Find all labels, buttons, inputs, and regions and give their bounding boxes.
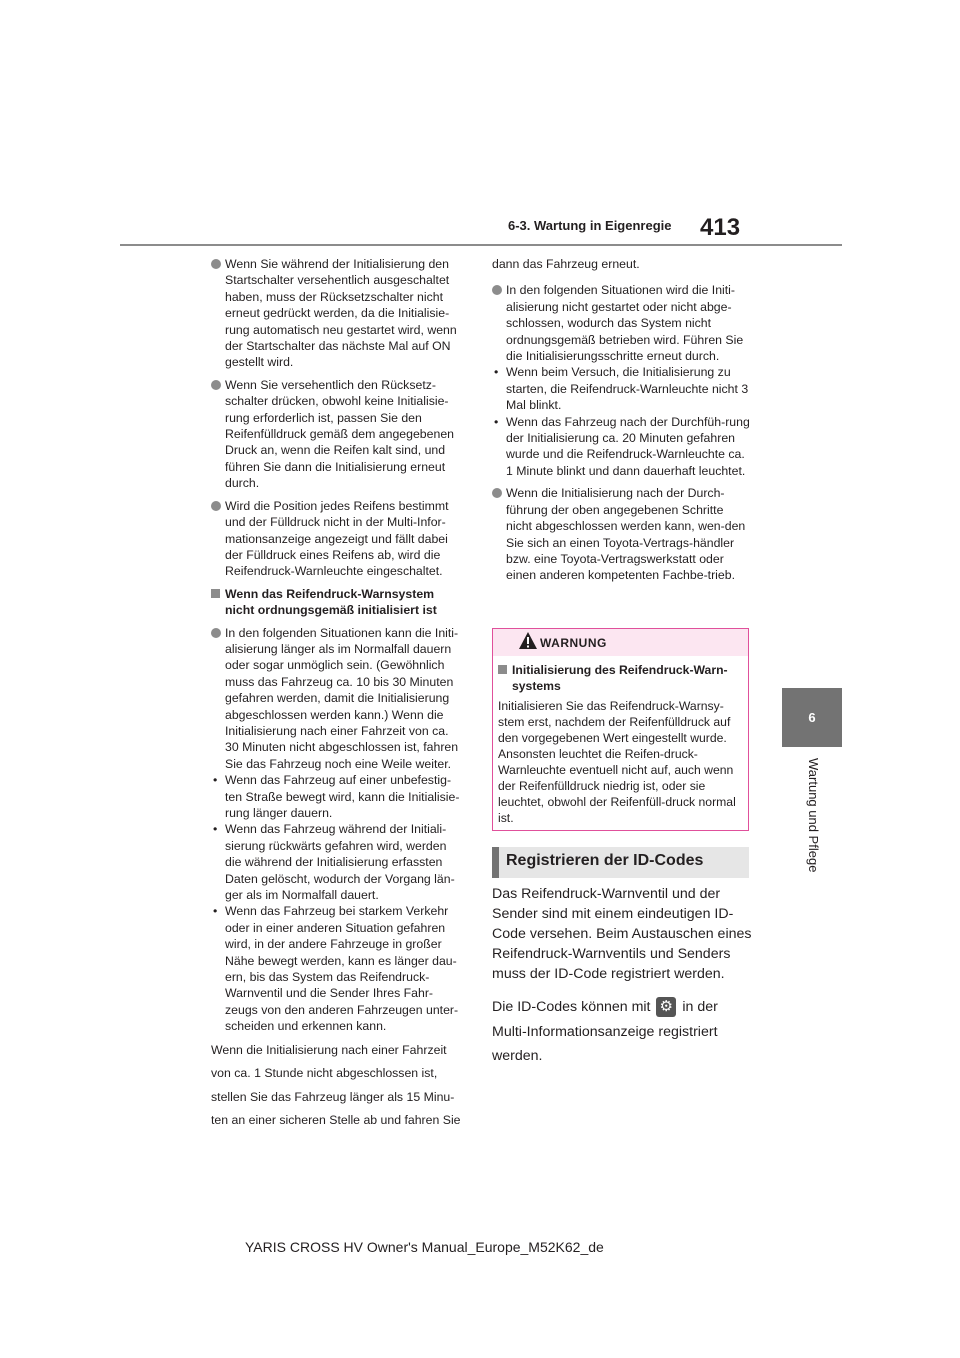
warning-body: [498, 662, 743, 826]
header-rule: [120, 244, 842, 246]
subheading: Wenn das Reifendruck-Warnsystem nicht ordnungsgemäß initialisiert ist: [211, 586, 465, 619]
dash-item: • Wenn beim Versuch, die Initialisierung zu starten, die Reifendruck-Warnleuchte nicht 3 Mal blinkt.: [492, 364, 750, 413]
dash-item: • Wenn das Fahrzeug bei starkem Verkehr oder in einer anderen Situation gefahren wird, in der andere Fahrzeuge in großer Nähe bewegt werden, kann es länger dau-ern, bis das System das Reifendruck-Warnventil und die Sender Ihres Fahr-zeugs von den anderen Fahrzeugen unter-scheiden und erkennen kann.: [211, 903, 465, 1034]
warning-heading: Initialisierung des Reifendruck-Warn-systems: [498, 662, 743, 694]
right-column: [492, 256, 750, 590]
bullet-item: In den folgenden Situationen wird die Initi-alisierung nicht gestartet oder nicht abge-schlossen, wodurch das System nicht ordnungsgemäß betrieben wird. Führen Sie die Initialisierungsschritte erneut durch.: [492, 282, 750, 364]
register-paragraph: Das Reifendruck-Warnventil und der Sender sind mit einem eindeutigen ID-Code versehen. Beim Austauschen eines Reifendruck-Warnventils und Senders muss der ID-Code registriert werden.: [492, 886, 752, 982]
chapter-tab: 6: [782, 688, 842, 747]
register-text: in der: [682, 999, 718, 1015]
paragraph: dann das Fahrzeug erneut.: [492, 257, 640, 271]
register-heading: Registrieren der ID-Codes: [506, 852, 704, 869]
chapter-title: Wartung und Pflege: [806, 758, 821, 873]
bullet-item: In den folgenden Situationen kann die Initi-alisierung länger als im Normalfall dauern oder sogar unmöglich sein. (Gewöhnlich muss das Fahrzeug ca. 10 bis 30 Minuten gefahren werden, damit die Initialisierung abgeschlossen werden kann.) Wenn die Initialisierung nach einer Fahrzeit von ca. 30 Minuten nicht abgeschlossen ist, fahren Sie das Fahrzeug noch eine Weile weiter.: [211, 625, 465, 773]
warning-text: Initialisieren Sie das Reifendruck-Warnsy-stem erst, nachdem der Reifenfülldruck auf den vorgegebenen Wert eingestellt wurde. Ansonsten leuchtet die Reifen-druck-Warnleuchte eventuell nicht auf, auch wenn der Reifenfülldruck niedrig ist, oder sie leuchtet, obwohl der Reifenfüll-druck normal ist.: [498, 699, 736, 825]
paragraph-line: ten an einer sicheren Stelle ab und fahren Sie: [211, 1113, 461, 1128]
paragraph-line: von ca. 1 Stunde nicht abgeschlossen ist,: [211, 1066, 438, 1081]
paragraph-line: Wenn die Initialisierung nach einer Fahrzeit: [211, 1042, 447, 1057]
bullet-item: Wenn Sie während der Initialisierung den Startschalter versehentlich ausgeschaltet haben, muss der Rücksetzschalter nicht erneut gedrückt werden, da die Initialisie-rung automatisch neu gestartet wird, wenn der Startschalter das nächste Mal auf ON gestellt wird.: [211, 256, 465, 371]
dash-item: • Wenn das Fahrzeug auf einer unbefestig-ten Straße bewegt wird, kann die Initialisie-rung länger dauern.: [211, 772, 465, 821]
section-title: 6-3. Wartung in Eigenregie: [508, 218, 672, 233]
warning-label: WARNUNG: [540, 636, 607, 650]
left-column: [211, 256, 465, 1133]
bullet-item: Wenn Sie versehentlich den Rücksetz-schalter drücken, obwohl keine Initialisie-rung erforderlich ist, passen Sie den Reifenfülldruck gemäß dem angegebenen Druck an, wenn die Reifen kalt sind, und führen Sie dann die Initialisierung erneut durch.: [211, 377, 465, 492]
register-text: Multi-Informationsanzeige registriert werden.: [492, 1024, 718, 1064]
dash-item: • Wenn das Fahrzeug während der Initiali-sierung rückwärts gefahren wird, werden die während der Initialisierung erfassten Daten gelöscht, wodurch der Vorgang län-ger als im Normalfall dauert.: [211, 821, 465, 903]
warning-triangle-icon: [518, 631, 538, 650]
dash-item: • Wenn das Fahrzeug nach der Durchfüh-rung der Initialisierung ca. 20 Minuten gefahren wurde und die Reifendruck-Warnleuchte ca. 1 Minute blinkt und dann dauerhaft leuchtet.: [492, 414, 750, 480]
register-body: [492, 884, 754, 1068]
bullet-item: Wenn die Initialisierung nach der Durch-führung der oben angegebenen Schritte nicht abgeschlossen werden kann, wen-den Sie sich an einen Toyota-Vertrags-händler bzw. eine Toyota-Vertragswerkstatt oder einen anderen kompetenten Fachbe-trieb.: [492, 485, 750, 583]
page-number: 413: [700, 214, 741, 241]
bullet-item: Wird die Position jedes Reifens bestimmt und der Fülldruck nicht in der Multi-Infor-mationsanzeige angezeigt und fällt dabei der Fülldruck eines Reifens ab, wird die Reifendruck-Warnleuchte eingeschaltet.: [211, 498, 465, 580]
register-text: Die ID-Codes können mit: [492, 999, 651, 1015]
register-heading-bar: [492, 847, 499, 878]
footer-text: YARIS CROSS HV Owner's Manual_Europe_M52K62_de: [245, 1239, 604, 1255]
settings-gear-icon: [656, 997, 676, 1017]
paragraph-line: stellen Sie das Fahrzeug länger als 15 Minu-: [211, 1089, 455, 1104]
